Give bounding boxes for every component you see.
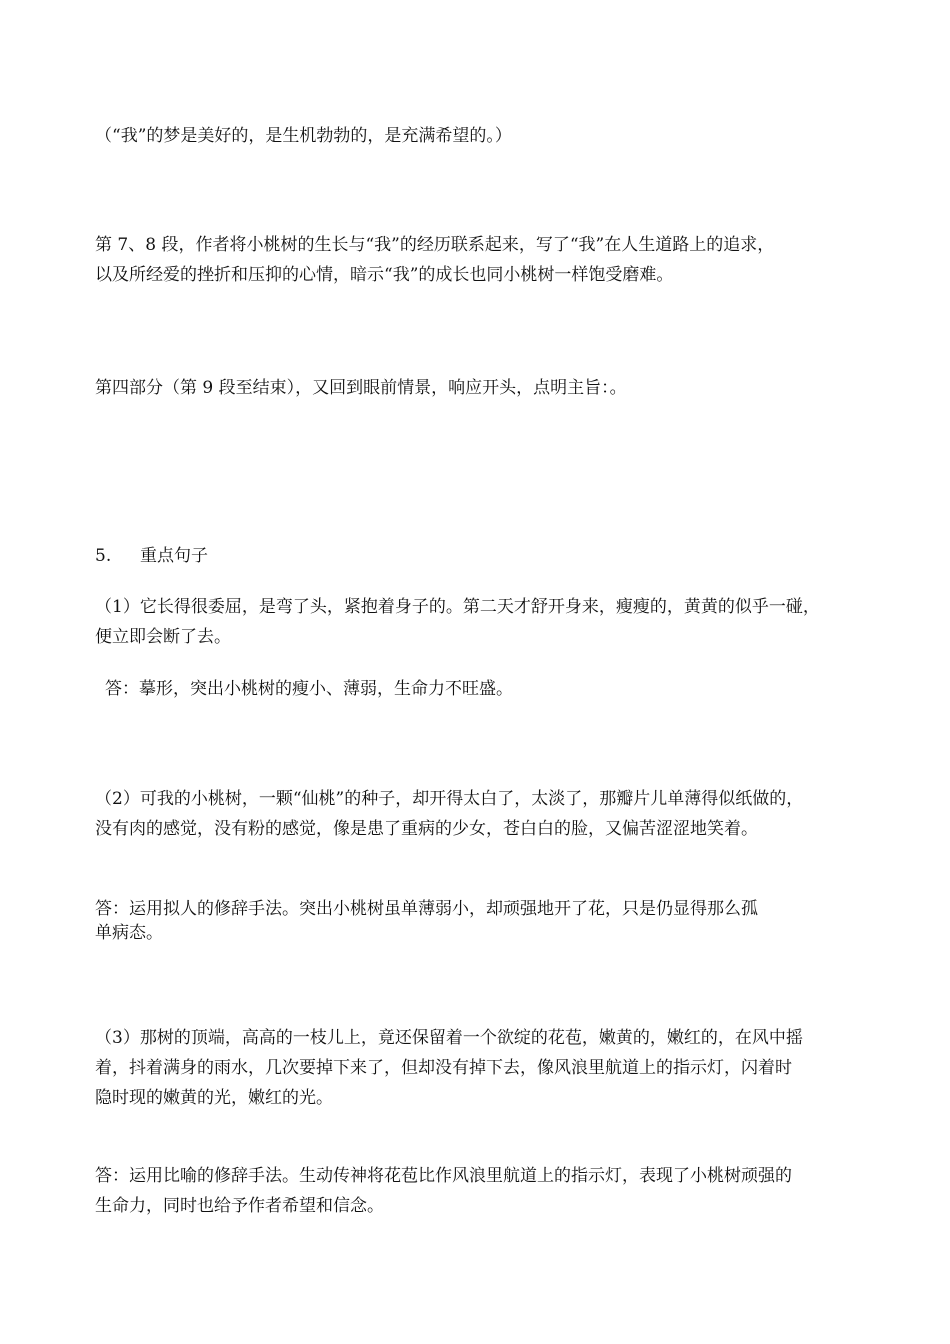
text-line: 单病态。 xyxy=(95,923,163,943)
sentence-3-answer xyxy=(95,1161,865,1221)
section-title: 重点句子 xyxy=(140,546,208,566)
paragraph-part-four xyxy=(95,373,865,403)
text-line: （“我”的梦是美好的，是生机勃勃的，是充满希望的。） xyxy=(95,126,512,146)
section-heading-key-sentences xyxy=(95,541,208,571)
sentence-2-answer xyxy=(95,897,865,945)
text-line: 答：摹形，突出小桃树的瘦小、薄弱，生命力不旺盛。 xyxy=(105,679,513,699)
sentence-1-answer xyxy=(105,674,875,704)
text-line: 答：运用拟人的修辞手法。突出小桃树虽单薄弱小，却顽强地开了花，只是仍显得那么孤 xyxy=(95,899,758,919)
paragraph-dream-summary xyxy=(95,121,865,151)
text-line: 答：运用比喻的修辞手法。生动传神将花苞比作风浪里航道上的指示灯，表现了小桃树顽强的 xyxy=(95,1166,792,1186)
paragraph-sections-7-8 xyxy=(95,230,865,290)
text-line: 第四部分（第 9 段至结束），又回到眼前情景，响应开头，点明主旨：。 xyxy=(95,378,627,398)
sentence-2-question xyxy=(95,784,865,844)
section-number: 5. xyxy=(95,546,112,566)
text-line: 便立即会断了去。 xyxy=(95,627,231,647)
text-line: 隐时现的嫩黄的光，嫩红的光。 xyxy=(95,1088,333,1108)
text-line: 生命力，同时也给予作者希望和信念。 xyxy=(95,1196,384,1216)
text-line: （1）它长得很委屈，是弯了头，紧抱着身子的。第二天才舒开身来，瘦瘦的，黄黄的似乎一碰， xyxy=(95,597,820,617)
text-line: 没有肉的感觉，没有粉的感觉，像是患了重病的少女，苍白白的脸，又偏苦涩涩地笑着。 xyxy=(95,819,758,839)
text-line: （3）那树的顶端，高高的一枝儿上，竟还保留着一个欲绽的花苞，嫩黄的，嫩红的，在风中摇 xyxy=(95,1028,803,1048)
text-line: 着，抖着满身的雨水，几次要掉下来了，但却没有掉下去，像风浪里航道上的指示灯，闪着时 xyxy=(95,1058,792,1078)
text-line: 第 7、8 段，作者将小桃树的生长与“我”的经历联系起来，写了“我”在人生道路上的追求， xyxy=(95,235,775,255)
text-line: （2）可我的小桃树，一颗“仙桃”的种子，却开得太白了，太淡了，那瓣片儿单薄得似纸做的， xyxy=(95,789,804,809)
text-line: 以及所经爱的挫折和压抑的心情，暗示“我”的成长也同小桃树一样饱受磨难。 xyxy=(95,265,674,285)
sentence-1-question xyxy=(95,592,865,652)
sentence-3-question xyxy=(95,1023,865,1113)
